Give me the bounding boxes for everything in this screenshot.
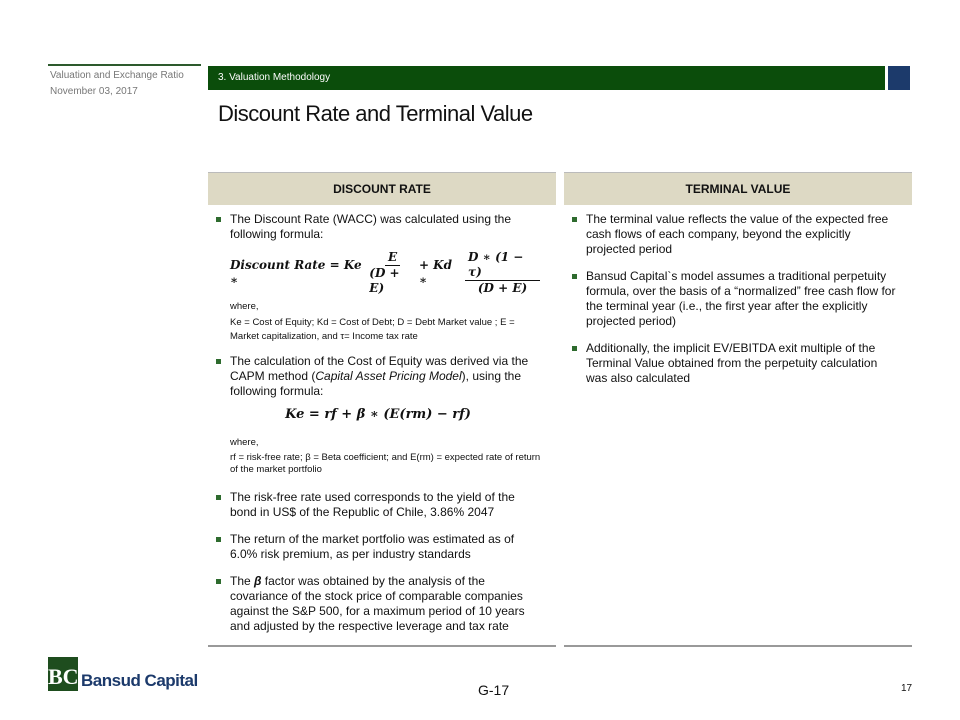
text: ), using the following formula:: [230, 369, 522, 398]
column-rule-left: [208, 645, 556, 647]
bullet-capm: [213, 354, 543, 399]
page-title: Discount Rate and Terminal Value: [218, 101, 533, 126]
formula-mid: + Kd ∗: [418, 258, 453, 287]
bullet-exit-multiple: Additionally, the implicit EV/EBITDA exit multiple of the Terminal Value obtained from the perpetuity calculation was also calculated: [569, 341, 899, 386]
numerator: D ∗ (1 − τ): [465, 250, 540, 281]
bullet-market-return: The return of the market portfolio was estimated as of 6.0% risk premium, as per industry standards: [213, 532, 543, 562]
section-bar: 3. Valuation Methodology: [208, 66, 885, 90]
text-italic: Capital Asset Pricing Model: [315, 369, 462, 383]
where-label: where,: [230, 301, 259, 312]
denominator: (D + E): [477, 281, 528, 295]
bullet-beta: [213, 574, 543, 634]
denominator: (D + E): [369, 266, 400, 295]
logo-mark: BC: [48, 657, 78, 691]
terminal-value-column: [569, 212, 899, 398]
page-number: 17: [901, 683, 913, 694]
logo-text: Bansud Capital: [81, 671, 198, 690]
g-page-number: G-17: [478, 682, 510, 698]
bullet-perpetuity: Bansud Capital`s model assumes a traditional perpetuity formula, over the basis of a “normalized” free cash flow for the terminal year (i.e., the first year after the explicitly projected period): [569, 269, 899, 329]
wacc-formula: [213, 250, 543, 296]
text: The calculation of the Cost of Equity was derived via the CAPM method (: [230, 354, 529, 383]
capm-definitions: rf = risk-free rate; β = Beta coefficient; and E(rm) = expected rate of return of the market portfolio: [230, 452, 541, 475]
wacc-definitions: Ke = Cost of Equity; Kd = Cost of Debt; D = Debt Market value ; E = Market capitalization, and τ= Income tax rate: [230, 317, 515, 342]
text: The: [230, 574, 255, 588]
fraction-debt: [465, 250, 540, 296]
bullet-terminal-value: The terminal value reflects the value of the expected free cash flows of each company, beyond the explicitly projected period: [569, 212, 899, 257]
bullet-wacc: The Discount Rate (WACC) was calculated using the following formula:: [213, 212, 543, 242]
section-marker: [888, 66, 910, 90]
fraction-equity: [369, 250, 416, 296]
document-date: November 03, 2017: [50, 86, 138, 97]
bullet-risk-free: The risk-free rate used corresponds to the yield of the bond in US$ of the Republic of Chile, 3.86% 2047: [213, 490, 543, 520]
beta-symbol: β: [254, 574, 262, 588]
where-label: where,: [230, 437, 259, 448]
numerator: E: [385, 250, 400, 266]
formula-lhs: Discount Rate = Ke ∗: [230, 258, 362, 287]
header-rule: [48, 64, 201, 66]
text: factor was obtained by the analysis of the covariance of the stock price of comparable companies against the S&P 500, for a maximum period of 10 years and adjusted by the respective leverage and tax rate: [230, 574, 525, 633]
bansud-logo: [48, 657, 198, 691]
discount-rate-heading: DISCOUNT RATE: [208, 172, 556, 205]
column-rule-right: [564, 645, 912, 647]
terminal-value-heading: TERMINAL VALUE: [564, 172, 912, 205]
discount-rate-column: [213, 212, 543, 646]
capm-formula: Ke = rf + β ∗ (E(rm) − rf): [285, 407, 471, 422]
document-title: Valuation and Exchange Ratio: [50, 70, 184, 81]
